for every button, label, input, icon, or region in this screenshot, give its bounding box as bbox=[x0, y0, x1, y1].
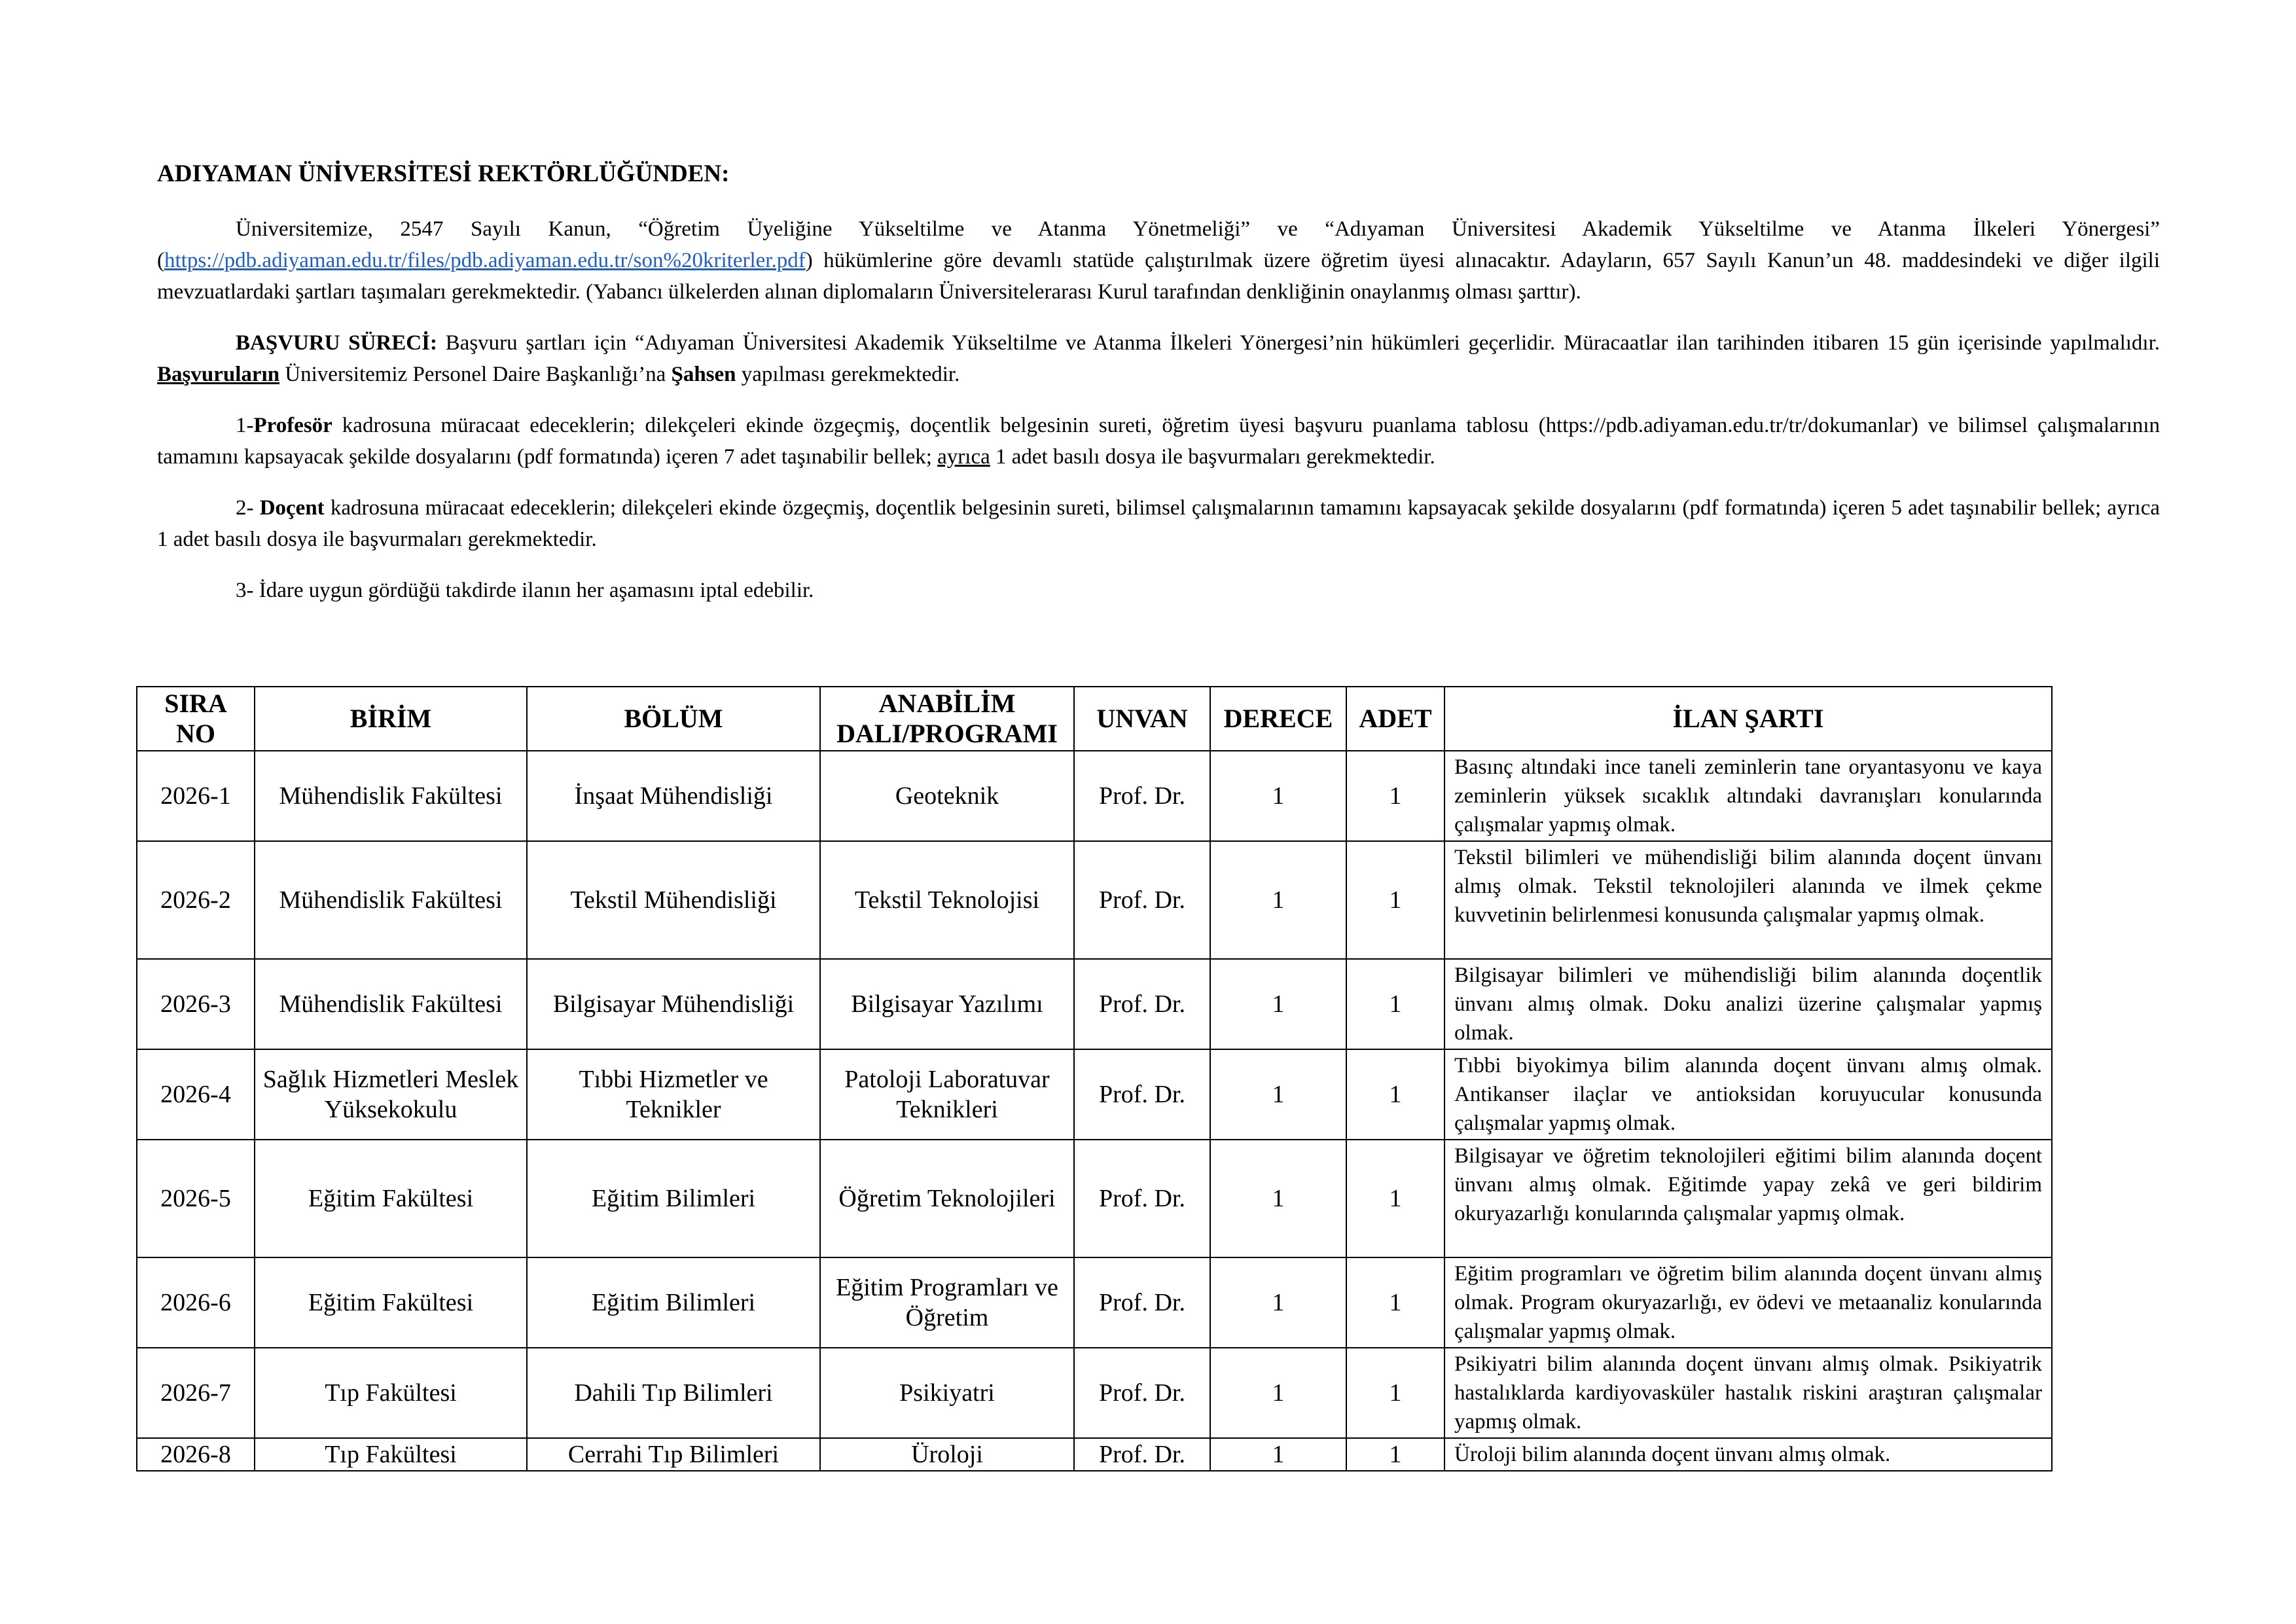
cell-sart: Bilgisayar ve öğretim teknolojileri eğitimi bilim alanında doçent ünvanı almış olmak. Eğitimde yapay zekâ ve geri bildirim okuryazarlığı konularında çalışmalar yapmış olmak. bbox=[1444, 1140, 2052, 1257]
cell-bolum: Eğitim Bilimleri bbox=[527, 1257, 820, 1348]
cell-unvan: Prof. Dr. bbox=[1074, 841, 1210, 959]
cell-adet: 1 bbox=[1346, 841, 1444, 959]
cell-adet: 1 bbox=[1346, 1348, 1444, 1438]
professor-requirements bbox=[157, 410, 2160, 473]
table-row bbox=[137, 1049, 2052, 1140]
cell-birim: Tıp Fakültesi bbox=[255, 1438, 527, 1471]
header-anabilim: ANABİLİM DALI/PROGRAMI bbox=[820, 687, 1074, 751]
associate-professor-requirements bbox=[157, 492, 2160, 555]
cell-sira: 2026-6 bbox=[137, 1257, 255, 1348]
header-unvan: UNVAN bbox=[1074, 687, 1210, 751]
item2-text-1: kadrosuna müracaat edeceklerin; dilekçeleri ekinde özgeçmiş, doçentlik belgesinin sureti, bilimsel çalışmalarının tamamını kapsayacak şekilde dosyalarını (pdf formatında) içeren 5 adet taşınabilir bellek; ayrıca 1 adet basılı dosya ile başvurmaları gerekmektedir. bbox=[157, 496, 2160, 551]
cell-sart: Bilgisayar bilimleri ve mühendisliği bilim alanında doçentlik ünvanı almış olmak. Doku analizi üzerine çalışmalar yapmış olmak. bbox=[1444, 959, 2052, 1049]
cell-birim: Mühendislik Fakültesi bbox=[255, 751, 527, 841]
table-row bbox=[137, 959, 2052, 1049]
cell-sart: Tekstil bilimleri ve mühendisliği bilim alanında doçent ünvanı almış olmak. Tekstil teknolojileri alanında ve ilmek çekme kuvvetinin belirlenmesi konusunda çalışmalar yapmış olmak. bbox=[1444, 841, 2052, 959]
cell-derece: 1 bbox=[1210, 1438, 1346, 1471]
intro-text-2: ) hükümlerine göre devamlı statüde çalıştırılmak üzere öğretim üyesi alınacaktır. Adayların, 657 Sayılı Kanun’un 48. maddesindeki ve diğer ilgili mevzuatlardaki şartları taşımaları gerekmektedir. (Yabancı ülkelerden alınan diplomaların Üniversitelerarası Kurul tarafından denkliğinin onaylanmış olması şarttır). bbox=[157, 249, 2160, 304]
cell-adet: 1 bbox=[1346, 959, 1444, 1049]
page-title: ADIYAMAN ÜNİVERSİTESİ REKTÖRLÜĞÜNDEN: bbox=[157, 160, 730, 187]
cell-bolum: İnşaat Mühendisliği bbox=[527, 751, 820, 841]
cell-birim: Eğitim Fakültesi bbox=[255, 1140, 527, 1257]
cell-adet: 1 bbox=[1346, 1257, 1444, 1348]
announcement-body bbox=[157, 154, 2160, 626]
application-text-1: Başvuru şartları için “Adıyaman Üniversitesi Akademik Yükseltilme ve Atanma İlkeleri Yönergesi’nin hükümleri geçerlidir. Müracaatlar ilan tarihinden itibaren 15 gün içerisinde yapılmalıdır. bbox=[437, 331, 2160, 355]
cell-bolum: Eğitim Bilimleri bbox=[527, 1140, 820, 1257]
cell-birim: Eğitim Fakültesi bbox=[255, 1257, 527, 1348]
cell-unvan: Prof. Dr. bbox=[1074, 1257, 1210, 1348]
application-in-person: Şahsen bbox=[671, 363, 736, 386]
cancellation-note: 3- İdare uygun gördüğü takdirde ilanın her aşamasını iptal edebilir. bbox=[236, 579, 814, 602]
cell-sira: 2026-1 bbox=[137, 751, 255, 841]
cell-derece: 1 bbox=[1210, 1049, 1346, 1140]
application-text-3: yapılması gerekmektedir. bbox=[736, 363, 960, 386]
table-row bbox=[137, 1140, 2052, 1257]
header-sart: İLAN ŞARTI bbox=[1444, 687, 2052, 751]
positions-table bbox=[136, 686, 2053, 1471]
table-row bbox=[137, 841, 2052, 959]
intro-paragraph bbox=[157, 213, 2160, 308]
cell-anabilim: Patoloji Laboratuvar Teknikleri bbox=[820, 1049, 1074, 1140]
cell-bolum: Bilgisayar Mühendisliği bbox=[527, 959, 820, 1049]
cell-unvan: Prof. Dr. bbox=[1074, 1438, 1210, 1471]
item1-label: Profesör bbox=[253, 414, 332, 437]
cell-derece: 1 bbox=[1210, 751, 1346, 841]
table-row bbox=[137, 1257, 2052, 1348]
cell-anabilim: Bilgisayar Yazılımı bbox=[820, 959, 1074, 1049]
cell-birim: Mühendislik Fakültesi bbox=[255, 841, 527, 959]
header-bolum: BÖLÜM bbox=[527, 687, 820, 751]
cell-bolum: Cerrahi Tıp Bilimleri bbox=[527, 1438, 820, 1471]
cell-adet: 1 bbox=[1346, 751, 1444, 841]
cell-derece: 1 bbox=[1210, 1348, 1346, 1438]
cell-sira: 2026-4 bbox=[137, 1049, 255, 1140]
cell-birim: Sağlık Hizmetleri Meslek Yüksekokulu bbox=[255, 1049, 527, 1140]
cell-unvan: Prof. Dr. bbox=[1074, 751, 1210, 841]
cell-sira: 2026-3 bbox=[137, 959, 255, 1049]
criteria-link[interactable]: https://pdb.adiyaman.edu.tr/files/pdb.adiyaman.edu.tr/son%20kriterler.pdf bbox=[164, 249, 806, 272]
cell-birim: Mühendislik Fakültesi bbox=[255, 959, 527, 1049]
cell-unvan: Prof. Dr. bbox=[1074, 1140, 1210, 1257]
cell-sira: 2026-2 bbox=[137, 841, 255, 959]
table-row bbox=[137, 1348, 2052, 1438]
cell-birim: Tıp Fakültesi bbox=[255, 1348, 527, 1438]
cell-derece: 1 bbox=[1210, 1140, 1346, 1257]
cell-sart: Basınç altındaki ince taneli zeminlerin tane oryantasyonu ve kaya zeminlerin yüksek sıcaklık altındaki davranışları konularında çalışmalar yapmış olmak. bbox=[1444, 751, 2052, 841]
cell-sart: Üroloji bilim alanında doçent ünvanı almış olmak. bbox=[1444, 1438, 2052, 1471]
cell-derece: 1 bbox=[1210, 1257, 1346, 1348]
cell-bolum: Tekstil Mühendisliği bbox=[527, 841, 820, 959]
item1-number: 1- bbox=[236, 414, 254, 437]
cell-anabilim: Üroloji bbox=[820, 1438, 1074, 1471]
cell-adet: 1 bbox=[1346, 1049, 1444, 1140]
header-birim: BİRİM bbox=[255, 687, 527, 751]
cell-anabilim: Eğitim Programları ve Öğretim bbox=[820, 1257, 1074, 1348]
item2-label: Doçent bbox=[259, 496, 325, 520]
application-underlined: Başvuruların bbox=[157, 363, 280, 386]
cell-unvan: Prof. Dr. bbox=[1074, 959, 1210, 1049]
cell-bolum: Tıbbi Hizmetler ve Teknikler bbox=[527, 1049, 820, 1140]
item1-text-1: kadrosuna müracaat edeceklerin; dilekçeleri ekinde özgeçmiş, doçentlik belgesinin sureti, öğretim üyesi başvuru puanlama tablosu (https://pdb.adiyaman.edu.tr/tr/dokumanlar) ve bilimsel çalışmalarının tamamını kapsayacak şekilde dosyalarını (pdf formatında) içeren 7 adet taşınabilir bellek; bbox=[157, 414, 2160, 469]
table-row bbox=[137, 751, 2052, 841]
item2-number: 2- bbox=[236, 496, 260, 520]
cell-unvan: Prof. Dr. bbox=[1074, 1348, 1210, 1438]
cell-derece: 1 bbox=[1210, 959, 1346, 1049]
cell-derece: 1 bbox=[1210, 841, 1346, 959]
cell-adet: 1 bbox=[1346, 1140, 1444, 1257]
application-process-paragraph bbox=[157, 327, 2160, 390]
application-process-label: BAŞVURU SÜRECİ: bbox=[236, 331, 437, 355]
table-row bbox=[137, 1438, 2052, 1471]
header-derece: DERECE bbox=[1210, 687, 1346, 751]
cell-unvan: Prof. Dr. bbox=[1074, 1049, 1210, 1140]
cell-sart: Tıbbi biyokimya bilim alanında doçent ünvanı almış olmak. Antikanser ilaçlar ve antioksidan koruyucular konusunda çalışmalar yapmış olmak. bbox=[1444, 1049, 2052, 1140]
header-adet: ADET bbox=[1346, 687, 1444, 751]
cell-sira: 2026-8 bbox=[137, 1438, 255, 1471]
cell-anabilim: Geoteknik bbox=[820, 751, 1074, 841]
cell-adet: 1 bbox=[1346, 1438, 1444, 1471]
header-sira: SIRA NO bbox=[137, 687, 255, 751]
cell-bolum: Dahili Tıp Bilimleri bbox=[527, 1348, 820, 1438]
item1-underlined: ayrıca bbox=[937, 445, 990, 469]
cell-sart: Psikiyatri bilim alanında doçent ünvanı almış olmak. Psikiyatrik hastalıklarda kardiyovasküler hastalık riskini araştıran çalışmalar yapmış olmak. bbox=[1444, 1348, 2052, 1438]
cell-sira: 2026-5 bbox=[137, 1140, 255, 1257]
intro-text-1: Üniversitemize, 2547 Sayılı Kanun, “Öğretim Üyeliğine Yükseltilme ve Atanma Yönetmeliği” ve “Adıyaman Üniversitesi Akademik Yükseltilme ve Atanma İlkeleri Yönergesi” ( bbox=[157, 217, 2160, 272]
item1-text-2: 1 adet basılı dosya ile başvurmaları gerekmektedir. bbox=[990, 445, 1435, 469]
cell-anabilim: Psikiyatri bbox=[820, 1348, 1074, 1438]
cell-anabilim: Öğretim Teknolojileri bbox=[820, 1140, 1074, 1257]
table-header-row bbox=[137, 687, 2052, 751]
cell-sart: Eğitim programları ve öğretim bilim alanında doçent ünvanı almış olmak. Program okuryazarlığı, ev ödevi ve metaanaliz konularında çalışmalar yapmış olmak. bbox=[1444, 1257, 2052, 1348]
cell-sira: 2026-7 bbox=[137, 1348, 255, 1438]
cell-anabilim: Tekstil Teknolojisi bbox=[820, 841, 1074, 959]
application-text-2: Üniversitemiz Personel Daire Başkanlığı’na bbox=[279, 363, 672, 386]
